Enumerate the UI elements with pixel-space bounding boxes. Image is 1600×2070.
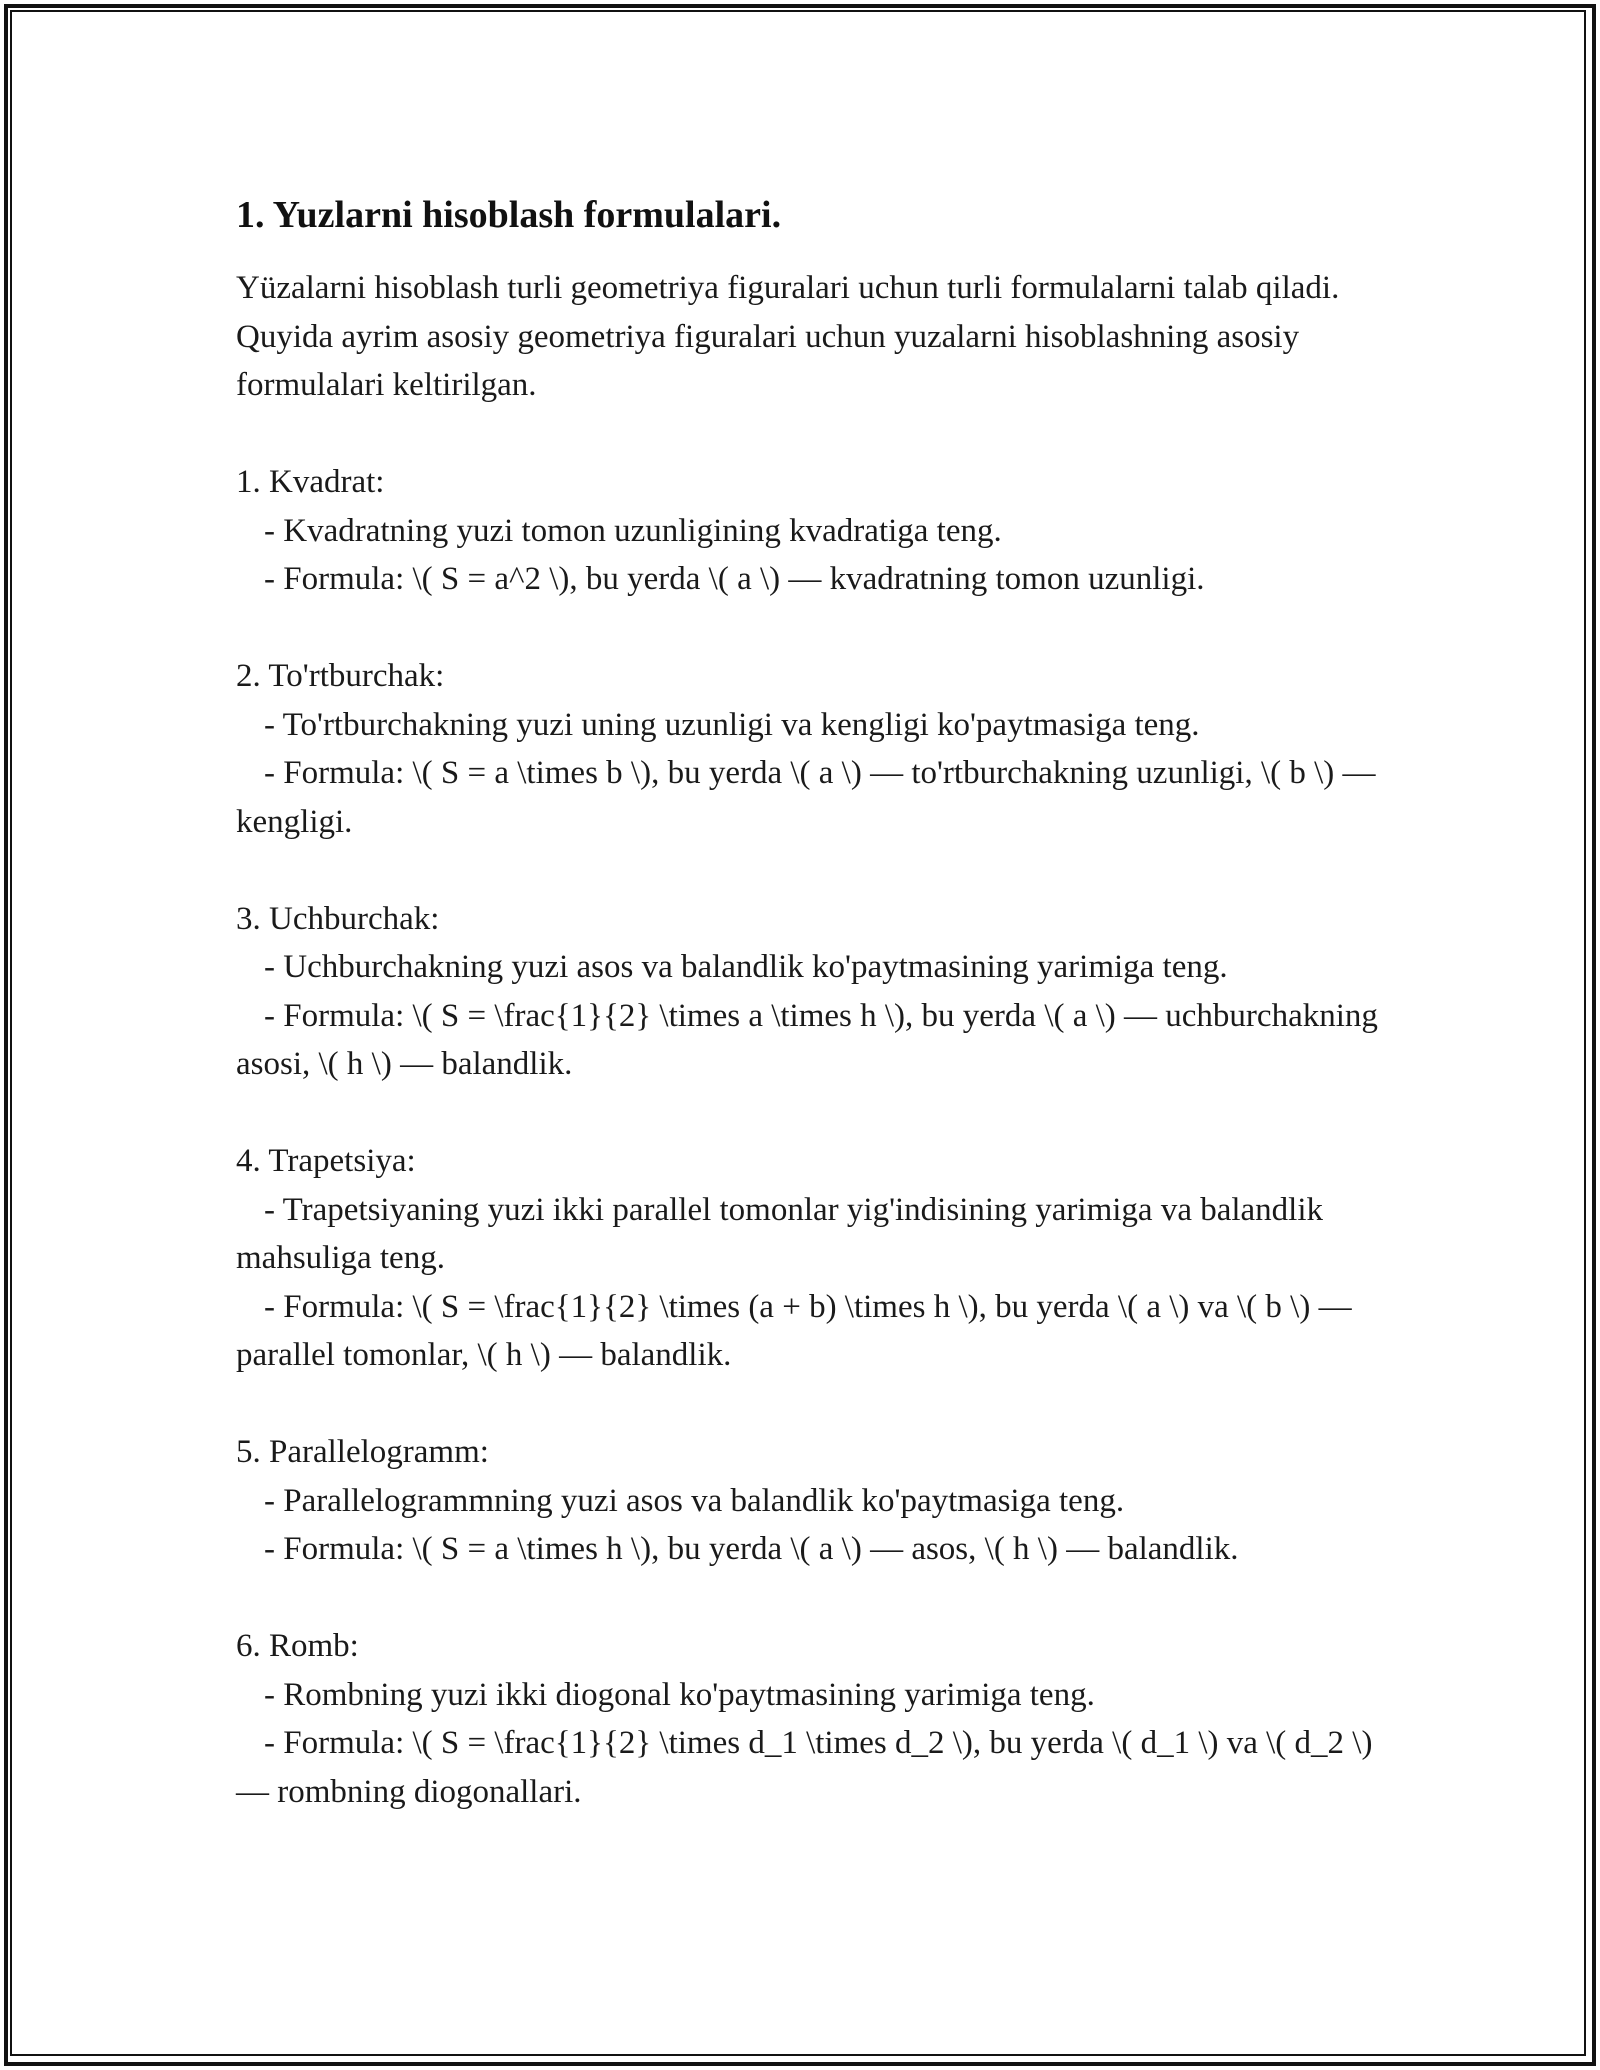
section-heading: 1. Kvadrat: bbox=[236, 464, 385, 500]
section-formula-text: - Formula: \( S = a \times b \), bu yerda \( a \) — to'rtburchakning uzunligi, \( b \) — kengligi. bbox=[236, 755, 1376, 840]
section-formula: - Formula: \( S = a^2 \), bu yerda \( a \) — kvadratning tomon uzunligi. bbox=[264, 561, 1205, 597]
section-formula bbox=[236, 1283, 1386, 1380]
section-formula bbox=[236, 992, 1386, 1089]
section-parallelogramm bbox=[236, 1428, 1386, 1574]
section-description bbox=[236, 1186, 1386, 1283]
section-description: - Rombning yuzi ikki diogonal ko'paytmasining yarimiga teng. bbox=[264, 1676, 1095, 1713]
section-tortburchak bbox=[236, 652, 1386, 846]
section-description: - Kvadratning yuzi tomon uzunligining kvadratiga teng. bbox=[264, 512, 1002, 549]
section-description: - To'rtburchakning yuzi uning uzunligi va kengligi ko'paytmasiga teng. bbox=[264, 706, 1200, 743]
document-title: 1. Yuzlarni hisoblash formulalari. bbox=[236, 194, 782, 236]
section-romb bbox=[236, 1622, 1386, 1816]
section-formula-text: - Formula: \( S = \frac{1}{2} \times a \times h \), bu yerda \( a \) — uchburchakning asosi, \( h \) — balandlik. bbox=[236, 997, 1378, 1082]
section-description: - Parallelogrammning yuzi asos va balandlik ko'paytmasiga teng. bbox=[264, 1482, 1125, 1519]
section-description-text: - Trapetsiyaning yuzi ikki parallel tomonlar yig'indisining yarimiga va balandlik mahsuliga teng. bbox=[236, 1191, 1324, 1276]
section-heading: 6. Romb: bbox=[236, 1628, 359, 1664]
section-trapetsiya bbox=[236, 1137, 1386, 1380]
section-heading: 2. To'rtburchak: bbox=[236, 658, 445, 694]
section-heading: 5. Parallelogramm: bbox=[236, 1434, 489, 1470]
section-formula-text: - Formula: \( S = \frac{1}{2} \times d_1 \times d_2 \), bu yerda \( d_1 \) va \( d_2 \) — rombning diogonallari. bbox=[236, 1725, 1373, 1810]
section-formula bbox=[236, 1719, 1386, 1816]
section-formula-text: - Formula: \( S = \frac{1}{2} \times (a + b) \times h \), bu yerda \( a \) va \( b \) — parallel tomonlar, \( h \) — balandlik. bbox=[236, 1288, 1352, 1373]
section-uchburchak bbox=[236, 895, 1386, 1089]
document-body bbox=[236, 188, 1386, 1816]
intro-paragraph: Yüzalarni hisoblash turli geometriya figuralari uchun turli formulalarni talab qiladi. Quyida ayrim asosiy geometriya figuralari uchun yuzalarni hisoblashning asosiy formulalari keltirilgan. bbox=[236, 270, 1340, 403]
section-heading: 3. Uchburchak: bbox=[236, 900, 440, 937]
section-formula bbox=[236, 749, 1386, 846]
section-formula: - Formula: \( S = a \times h \), bu yerda \( a \) — asos, \( h \) — balandlik. bbox=[264, 1531, 1239, 1567]
section-heading: 4. Trapetsiya: bbox=[236, 1143, 416, 1179]
section-kvadrat bbox=[236, 458, 1386, 604]
section-description: - Uchburchakning yuzi asos va balandlik ko'paytmasining yarimiga teng. bbox=[264, 949, 1228, 985]
